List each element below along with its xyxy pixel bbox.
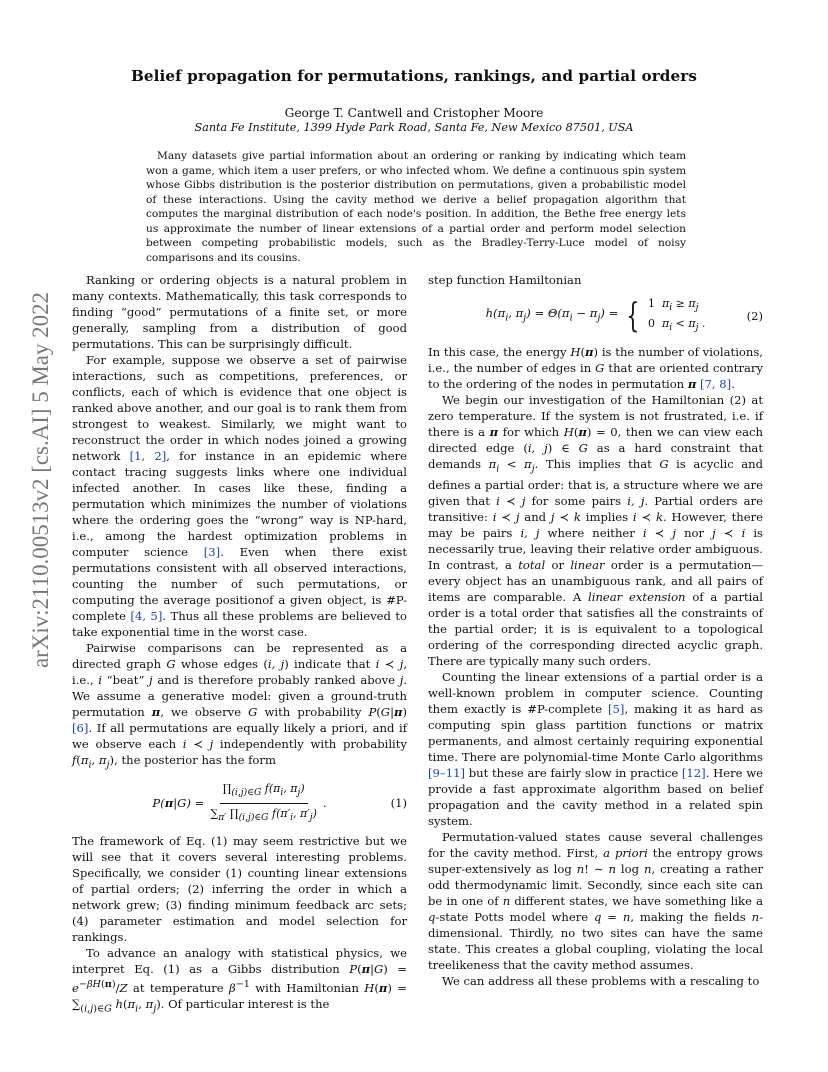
authors: George T. Cantwell and Cristopher Moore <box>284 106 544 120</box>
paragraph: Pairwise comparisons can be represented as a directed graph G whose edges (i, j) indicate that i ≺ j, i.e., i “beat” j and is therefore probably ranked above j. We assume a generative model: given a ground-truth permutation π, we observe G with probability P(G|π) [6]. If all permutations are equally likely a priori, and if we observe each i ≺ j independently with probability $f(\pi_i$, $\pi_j$), the posterior has the form <box>72 641 408 771</box>
equation-2: $h(\pi_i$, $\pi_j) = \Theta(\pi_i - \pi_j)$ = { 1 $\pi_i \ge \pi_j$ 0 $\pi_i < \pi_j$ . (2) <box>485 296 763 336</box>
paragraph: For example, suppose we observe a set of pairwise interactions, such as competitions, preferences, or conflicts, each of which is evidence that one object is ranked above another, and our goal is to rank them from strongest to weakest. Similarly, we might want to reconstruct the order in which nodes joined a growing network [1, 2], for instance in an epidemic where contact tracing suggests links where one individual infected another. In cases like these, finding a permutation which minimizes the number of violations where the ordering goes the “wrong” way is NP-hard, i.e., among the hardest optimization problems in computer science [3]. Even when there exist permutations consistent with all observed interactions, counting the number of such permutations, or computing the average positionof a given object, is #P-complete [4, 5]. Thus all these problems are believed to take exponential time in the worst case. <box>72 353 408 639</box>
paper-title: Belief propagation for permutations, rankings, and partial orders <box>130 67 698 85</box>
affiliation: Santa Fe Institute, 1399 Hyde Park Road, Santa Fe, New Mexico 87501, USA <box>194 121 634 134</box>
equation-number: (1) <box>390 796 407 811</box>
paragraph: Permutation-valued states cause several challenges for the cavity method. First, a priori the entropy grows super-extensively as log n! ∼ n log n, creating a rather odd thermodynamic limit. Secondly, since each site can be in one of n different states, we have something like a q-state Potts model where q = n, making the fields n-dimensional. Thirdly, no two sites can have the same state. This creates a global coupling, violating the local treelikeness that the cavity method assumes. <box>428 830 764 973</box>
paragraph: step function Hamiltonian <box>428 273 582 287</box>
paragraph: To advance an analogy with statistical physics, we interpret Eq. (1) as a Gibbs distribution $P(\pi|G) = e^{-\beta H(\pi)}/Z$ at temperature $\beta^{-1}$ with Hamiltonian $H(\pi) = \sum_{(i,j)\in G}$ $h(\pi_i$, $\pi_j$). Of particular interest is the <box>72 946 407 1015</box>
paragraph: We begin our investigation of the Hamiltonian (2) at zero temperature. If the system is not frustrated, i.e. if there is a π for which H(π) = 0, then we can view each directed edge (i, j) ∈ G as a hard constraint that demands $\pi_i < \pi_j$. This implies that G is acyclic and defines a partial order: that is, a structure where we are given that i ≺ j for some pairs i, j. Partial orders are transitive: i ≺ j and j ≺ k implies i ≺ k. However, there may be pairs i, j where neither i ≺ j nor j ≺ i is necessarily true, leaving their relative order ambiguous. In contrast, a total or linear order is a permutation—every object has an unambiguous rank, and all pairs of items are comparable. A linear extension of a partial order is a total order that satisfies all the constraints of the partial order; it is is equivalent to a topological ordering of the corresponding directed acyclic graph. There are typically many such orders. <box>428 393 764 669</box>
equation-number: (2) <box>746 309 763 323</box>
arxiv-id: arXiv:2110.00513v2 [cs.AI] 5 May 2022 <box>28 290 53 668</box>
right-column <box>428 272 763 989</box>
arxiv-stamp <box>18 288 58 668</box>
paragraph: The framework of Eq. (1) may seem restrictive but we will see that it covers several interesting problems. Specifically, we consider (1) counting linear extensions of partial orders; (2) inferring the order in which a network grew; (3) finding minimum feedback arc sets; (4) parameter estimation and model selection for rankings. <box>72 834 407 945</box>
paragraph: Counting the linear extensions of a partial order is a well-known problem in computer science. Counting them exactly is #P-complete [5], making it as hard as computing spin glass partition functions or matrix permanents, and almost certainly requiring exponential time. There are polynomial-time Monte Carlo algorithms [9–11] but these are fairly slow in practice [12]. Here we provide a fast approximate algorithm based on belief propagation and the cavity method in a related spin system. <box>428 670 763 829</box>
equation-1: P(π|G) = $\frac{\prod_{(i,j)\in G} f(\pi_i, \pi_j)}{\sum_{\pi'} \prod_{(i,j)\in G} f(\pi'_i, \pi'_j)}$ . (1) <box>152 781 407 823</box>
paragraph: We can address all these problems with a rescaling to <box>442 974 760 989</box>
abstract: Many datasets give partial information about an ordering or ranking by indicating which team won a game, which item a user prefers, or who infected whom. We define a continuous spin system whose Gibbs distribution is the posterior distribution on permutations, given a probabilistic model of these interactions. Using the cavity method we derive a belief propagation algorithm that computes the marginal distribution of each node's position. In addition, the Bethe free energy lets us approximate the number of linear extensions of a partial order and perform model selection between competing probabilistic models, such as the Bradley-Terry-Luce model of noisy comparisons and its cousins. <box>146 150 686 264</box>
paragraph: Ranking or ordering objects is a natural problem in many contexts. Mathematically, this task corresponds to finding “good” permutations of a finite set, or more generally, sampling from a distribution of good permutations. This can be surprisingly difficult. <box>72 273 407 351</box>
left-column <box>72 272 407 1017</box>
paragraph: In this case, the energy H(π) is the number of violations, i.e., the number of edges in G that are oriented contrary to the ordering of the nodes in permutation π [7, 8]. <box>428 345 763 391</box>
